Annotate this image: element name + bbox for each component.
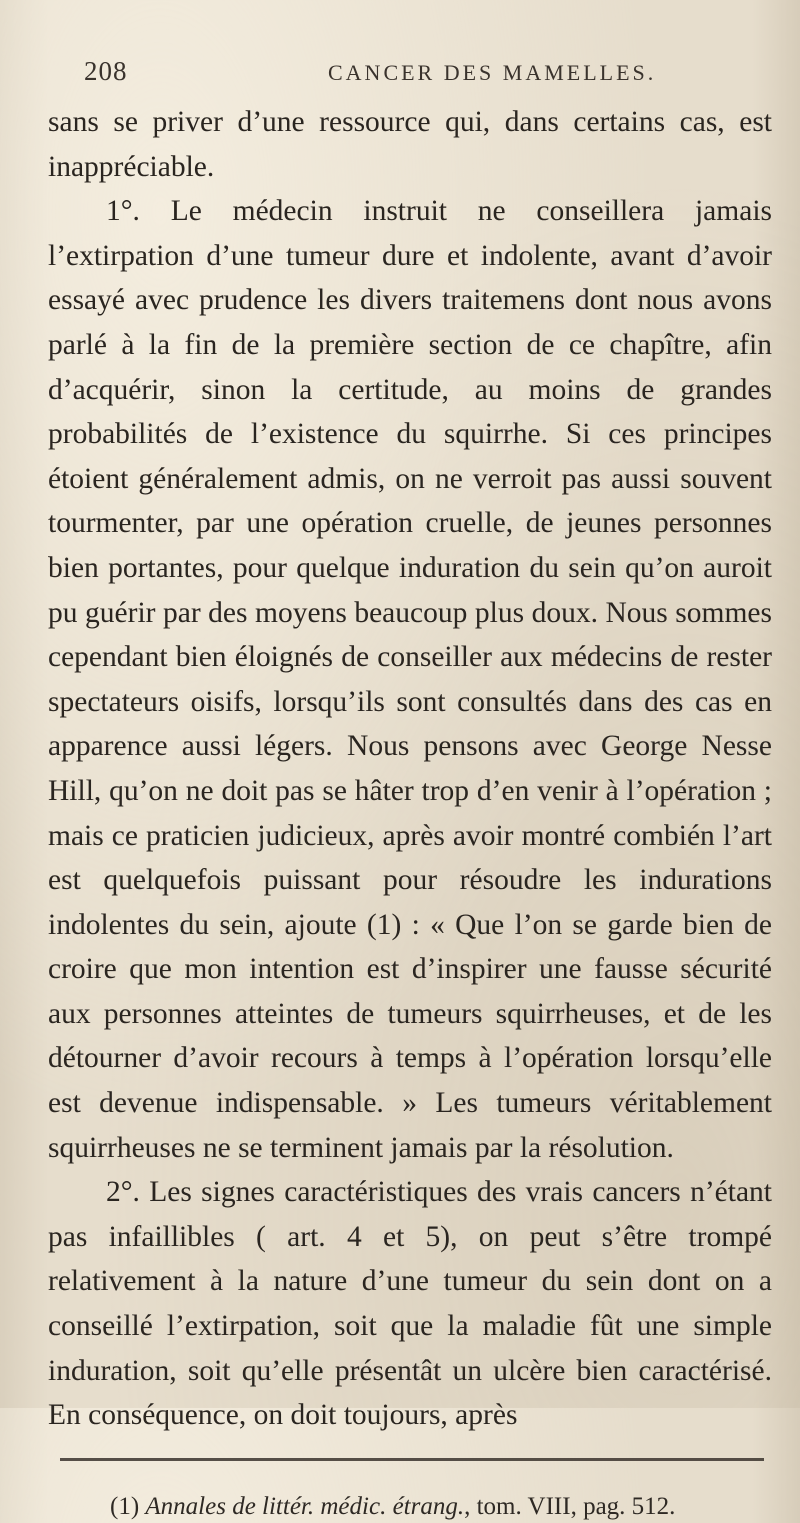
page-number: 208 — [84, 56, 128, 86]
footnote-source-title: Annales de littér. médic. étrang. — [145, 1492, 465, 1520]
running-head — [48, 52, 772, 92]
running-title: CANCER DES MAMELLES. — [328, 60, 657, 85]
footnote-divider — [60, 1458, 764, 1461]
book-page — [48, 52, 772, 1523]
footnote — [110, 1491, 772, 1523]
body-text — [48, 100, 772, 1438]
paragraph-point-1: 1°. Le médecin instruit ne conseillera jamais l’extirpation d’une tumeur dure et indolente, avant d’avoir essayé avec prudence les divers traitemens dont nous avons parlé à la fin de la première section de ce chapître, afin d’acquérir, sinon la certitude, au moins de grandes probabilités de l’existence du squirrhe. Si ces principes étoient généralement admis, on ne verroit pas aussi souvent tourmenter, par une opération cruelle, de jeunes personnes bien portantes, pour quelque induration du sein qu’on auroit pu guérir par des moyens beaucoup plus doux. Nous sommes cependant bien éloignés de conseiller aux médecins de rester spectateurs oisifs, lorsqu’ils sont consultés dans des cas en apparence aussi légers. Nous pensons avec George Nesse Hill, qu’on ne doit pas se hâter trop d’en venir à l’opération ; mais ce praticien judicieux, après avoir montré combién l’art est quelquefois puissant pour résoudre les indurations indolentes du sein, ajoute (1) : « Que l’on se garde bien de croire que mon intention est d’inspirer une fausse sécurité aux personnes atteintes de tumeurs squirrheuses, et de les détourner d’avoir recours à temps à l’opération lorsqu’elle est devenue indispensable. » Les tumeurs véritablement squirrheuses ne se terminent jamais par la résolution. — [48, 195, 772, 1164]
footnote-marker: (1) — [110, 1492, 146, 1520]
paragraph-point-2: 2°. Les signes caractéristiques des vrais cancers n’étant pas infaillibles ( art. 4 et 5), on peut s’être trompé relativement à la nature d’une tumeur du sein dont on a conseillé l’extirpation, soit que la maladie fût une simple induration, soit qu’elle présentât un ulcère bien caractérisé. En conséquence, on doit toujours, après — [48, 1176, 772, 1432]
paragraph-continuation: sans se priver d’une ressource qui, dans certains cas, est inappréciable. — [48, 106, 772, 183]
footnote-reference: , tom. VIII, pag. 512. — [464, 1492, 676, 1520]
